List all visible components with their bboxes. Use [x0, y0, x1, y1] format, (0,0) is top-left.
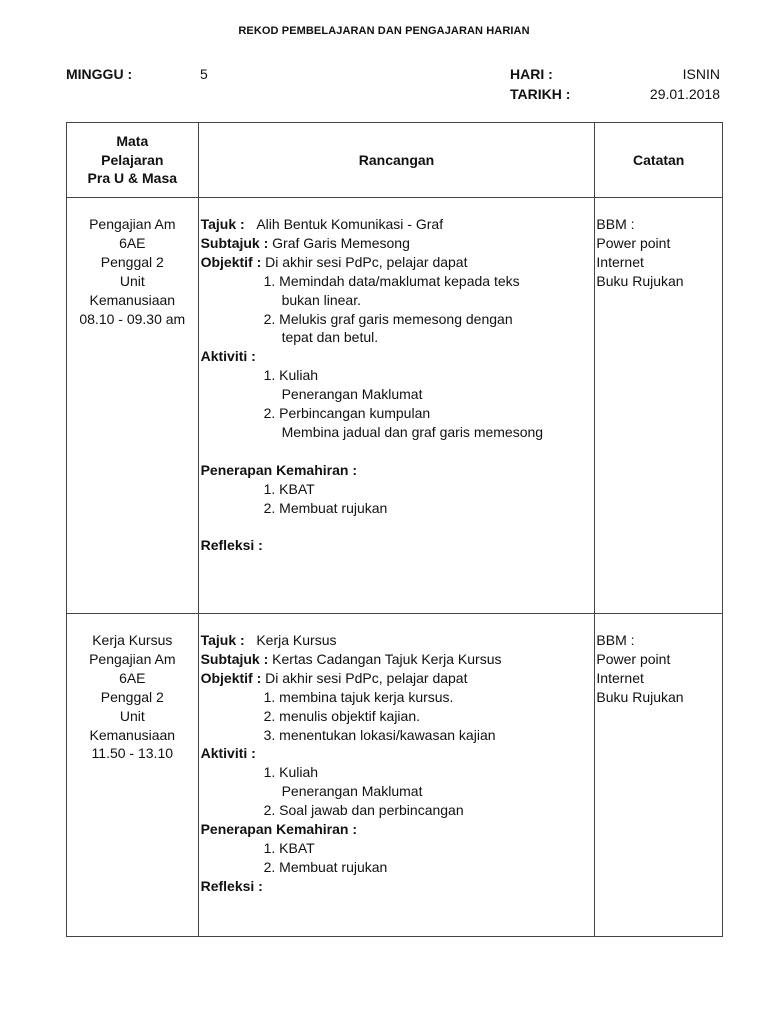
list-item: 2. Membuat rujukan	[263, 858, 388, 875]
tajuk-line	[201, 215, 595, 234]
objektif-line	[201, 669, 595, 688]
objektif-value: Di akhir sesi PdPc, pelajar dapat	[265, 253, 468, 270]
refleksi-label: Refleksi :	[200, 877, 263, 894]
aktiviti-label: Aktiviti :	[200, 745, 256, 762]
subject-line: 08.10 - 09.30 am	[79, 310, 186, 327]
list-item: 1. Kuliah	[263, 764, 319, 781]
list-item: 2. Perbincangan kumpulan	[263, 405, 431, 422]
document-title: REKOD PEMBELAJARAN DAN PENGAJARAN HARIAN	[238, 25, 530, 37]
subject-line: 6AE	[119, 234, 146, 251]
notes-line: BBM :	[596, 216, 635, 232]
list-item: 2. Soal jawab dan perbincangan	[263, 802, 464, 819]
list-item: 1. membina tajuk kerja kursus.	[263, 688, 454, 705]
tajuk-line	[201, 631, 595, 650]
subtajuk-label: Subtajuk :	[200, 234, 269, 251]
subject-line: Kerja Kursus	[92, 632, 173, 648]
list-item-continuation: Penerangan Maklumat	[281, 386, 423, 403]
tarikh-label: TARIKH :	[510, 86, 571, 102]
notes-cell	[595, 198, 723, 614]
subject-line: Penggal 2	[100, 253, 164, 270]
subject-line: Penggal 2	[100, 688, 164, 705]
aktiviti-label: Aktiviti :	[200, 348, 256, 365]
notes-line: Internet	[596, 253, 644, 270]
subject-cell	[67, 198, 199, 614]
subject-line: Kemanusiaan	[89, 291, 176, 308]
subject-cell	[67, 614, 199, 937]
subject-line: 6AE	[119, 669, 146, 686]
notes-line: Internet	[596, 669, 644, 686]
tajuk-value: Kerja Kursus	[256, 632, 337, 648]
objektif-value: Di akhir sesi PdPc, pelajar dapat	[265, 669, 468, 686]
notes-line: Buku Rujukan	[596, 688, 684, 705]
objektif-label: Objektif :	[200, 253, 262, 270]
spacer	[201, 442, 595, 461]
list-item-continuation: bukan linear.	[281, 291, 361, 308]
minggu-label: MINGGU :	[66, 66, 133, 82]
subject-line: Unit	[119, 707, 145, 724]
minggu-value: 5	[200, 66, 208, 82]
subtajuk-line	[201, 650, 595, 669]
objektif-line	[201, 253, 595, 272]
hari-value: ISNIN	[682, 66, 720, 82]
notes-line: Power point	[596, 234, 671, 251]
tajuk-value: Alih Bentuk Komunikasi - Graf	[256, 216, 444, 232]
list-item: 2. Melukis graf garis memesong dengan	[263, 310, 513, 327]
plan-cell	[198, 614, 595, 937]
hari-label: HARI :	[510, 66, 553, 82]
list-item: 3. menentukan lokasi/kawasan kajian	[263, 726, 496, 743]
notes-line: Buku Rujukan	[596, 272, 684, 289]
column-header-line: Pra U & Masa	[87, 170, 178, 187]
subject-line: Kemanusiaan	[89, 726, 176, 743]
subtajuk-label: Subtajuk :	[200, 650, 269, 667]
notes-cell	[595, 614, 723, 937]
subject-line: Pengajian Am	[89, 216, 176, 232]
subtajuk-value: Graf Garis Memesong	[272, 234, 410, 251]
penerapan-label: Penerapan Kemahiran :	[200, 461, 357, 478]
subtajuk-value: Kertas Cadangan Tajuk Kerja Kursus	[272, 650, 502, 667]
spacer	[201, 517, 595, 536]
list-item-continuation: Penerangan Maklumat	[281, 783, 423, 800]
table-row	[67, 198, 723, 614]
plan-cell	[198, 198, 595, 614]
list-item: 1. Kuliah	[263, 367, 319, 384]
column-header-plan: Rancangan	[198, 123, 595, 198]
lesson-record-table	[66, 122, 723, 937]
tarikh-value: 29.01.2018	[649, 86, 720, 102]
list-item: 2. menulis objektif kajian.	[263, 707, 421, 724]
column-header-subject	[67, 123, 199, 198]
list-item-continuation: tepat dan betul.	[281, 329, 379, 346]
table-header-row	[67, 123, 723, 198]
notes-line: BBM :	[596, 632, 635, 648]
tajuk-label: Tajuk :	[200, 632, 245, 648]
column-header-line: Mata	[116, 132, 149, 149]
subtajuk-line	[201, 234, 595, 253]
table-row	[67, 614, 723, 937]
column-header-line: Pelajaran	[101, 151, 164, 168]
tajuk-label: Tajuk :	[200, 216, 245, 232]
penerapan-label: Penerapan Kemahiran :	[200, 821, 357, 838]
list-item: 2. Membuat rujukan	[263, 499, 388, 516]
column-header-notes: Catatan	[595, 123, 723, 198]
list-item-continuation: Membina jadual dan graf garis memesong	[281, 423, 544, 440]
notes-line: Power point	[596, 650, 671, 667]
list-item: 1. KBAT	[263, 839, 315, 856]
objektif-label: Objektif :	[200, 669, 262, 686]
list-item: 1. Memindah data/maklumat kepada teks	[263, 272, 520, 289]
subject-line: Unit	[119, 272, 145, 289]
subject-line: 11.50 - 13.10	[91, 745, 174, 762]
list-item: 1. KBAT	[263, 480, 315, 497]
subject-line: Pengajian Am	[89, 650, 176, 667]
refleksi-label: Refleksi :	[200, 537, 263, 554]
